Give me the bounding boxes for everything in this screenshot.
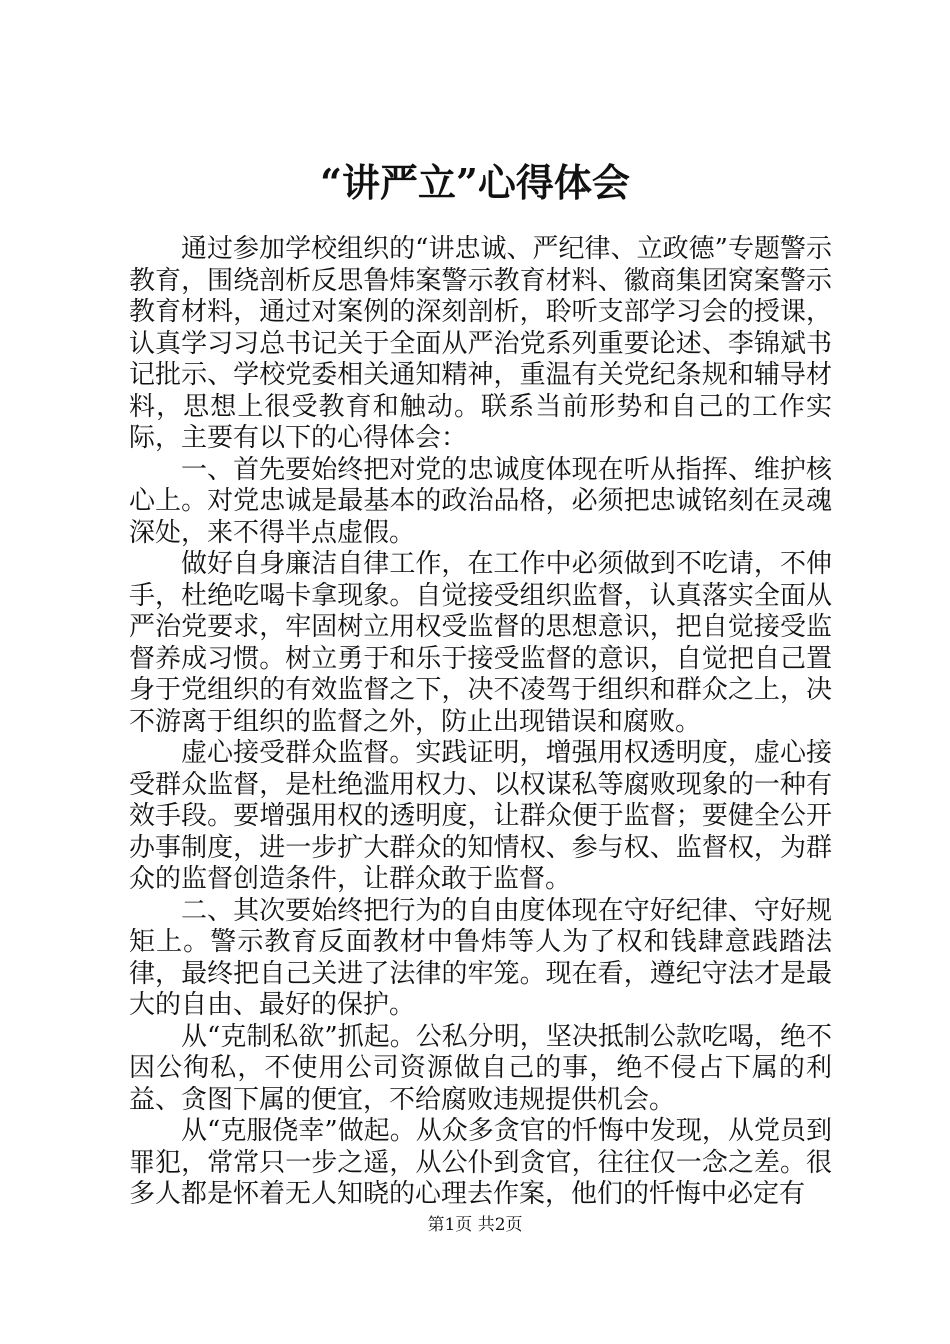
page-title: “讲严立”心得体会 (320, 160, 630, 205)
paragraph-overcome-luck: 从“克服侥幸”做起。从众多贪官的忏悔中发现，从党员到罪犯，常常只一步之遥，从公仆到贪官，往往仅一念之差。很多人都是怀着无人知晓的心理去作案，他们的忏悔中必定有 (129, 1116, 832, 1209)
paragraph-section-2: 二、其次要始终把行为的自由度体现在守好纪律、守好规矩上。警示教育反面教材中鲁炜等人为了权和钱肆意践踏法律，最终把自己关进了法律的牢笼。现在看，遵纪守法才是最大的自由、最好的保护。 (129, 895, 832, 1020)
document-body (129, 234, 832, 1211)
paragraph-section-1: 一、首先要始终把对党的忠诚度体现在听从指挥、维护核心上。对党忠诚是最基本的政治品格，必须把忠诚铭刻在灵魂深处，来不得半点虚假。 (129, 454, 832, 548)
paragraph-restrain-desires: 从“克制私欲”抓起。公私分明，坚决抵制公款吃喝，绝不因公徇私，不使用公司资源做自己的事，绝不侵占下属的利益、贪图下属的便宜，不给腐败违规提供机会。 (129, 1021, 832, 1115)
paragraph-self-discipline: 做好自身廉洁自律工作，在工作中必须做到不吃请，不伸手，杜绝吃喝卡拿现象。自觉接受组织监督，认真落实全面从严治党要求，牢固树立用权受监督的思想意识，把自觉接受监督养成习惯。树立勇于和乐于接受监督的意识，自觉把自己置身于党组织的有效监督之下，决不凌驾于组织和群众之上，决不游离于组织的监督之外，防止出现错误和腐败。 (129, 549, 832, 737)
paragraph-intro: 通过参加学校组织的“讲忠诚、严纪律、立政德”专题警示教育，围绕剖析反思鲁炜案警示教育材料、徽商集团窝案警示教育材料，通过对案例的深刻剖析，聆听支部学习会的授课，认真学习习总书记关于全面从严治党系列重要论述、李锦斌书记批示、学校党委相关通知精神，重温有关党纪条规和辅导材料，思想上很受教育和触动。联系当前形势和自己的工作实际，主要有以下的心得体会： (129, 234, 832, 453)
page-number-footer: 第1页 共2页 (427, 1215, 523, 1235)
paragraph-public-supervision: 虚心接受群众监督。实践证明，增强用权透明度，虚心接受群众监督，是杜绝滥用权力、以权谋私等腐败现象的一种有效手段。要增强用权的透明度，让群众便于监督；要健全公开办事制度，进一步扩大群众的知情权、参与权、监督权，为群众的监督创造条件，让群众敢于监督。 (129, 738, 832, 894)
